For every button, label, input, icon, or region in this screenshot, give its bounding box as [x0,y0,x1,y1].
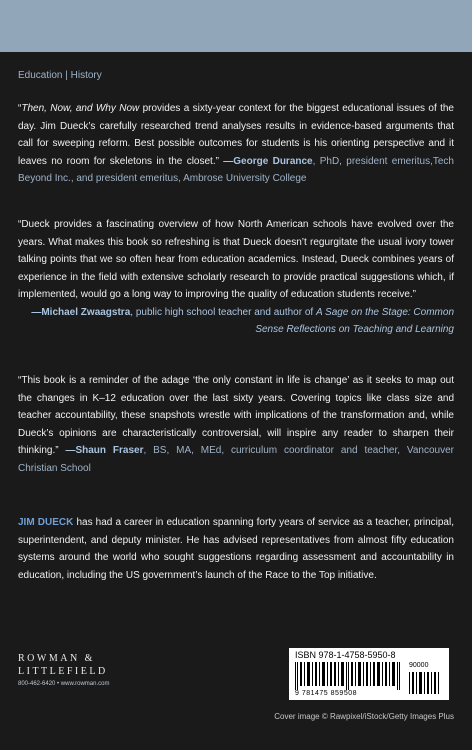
author-name: JIM DUECK [18,517,74,528]
author-bio [18,514,454,584]
endorser-role: , public high school teacher and author of [130,306,316,318]
endorser-name: —George Durance [223,155,313,167]
endorser-name: —Michael Zwaagstra [31,306,131,318]
barcode-digits: 9 781475 859508 [295,690,357,697]
publisher-contact: 800-462-6420 • www.rowman.com [18,681,110,687]
endorsement-quote-1 [18,100,454,188]
endorser-role: , BS, MA, MEd, curriculum coordinator and teacher, Vancouver Christian School [18,445,454,474]
publisher-line-2: LITTLEFIELD [18,666,108,677]
price-code: 90000 [409,662,429,669]
isbn-barcode [289,648,449,700]
cover-image-credit: Cover image © Rawpixel/iStock/Getty Images Plus [274,712,454,721]
endorser-role: , PhD, president emeritus,Tech Beyond Inc., and president emeritus, Ambrose University College [18,155,454,184]
endorsement-quote-2 [18,216,454,339]
endorser-book: A Sage on the Stage: Common Sense Reflections on Teaching and Learning [255,306,454,335]
isbn-number: ISBN 978-1-4758-5950-8 [295,650,396,660]
publisher-logo [18,652,138,687]
endorsement-quote-3 [18,372,454,477]
addon-barcode [409,672,441,694]
publisher-line-1: ROWMAN & [18,653,95,664]
quote-text: “This book is a reminder of the adage ‘the only constant in life is change’ as it seeks to map out the changes in K–12 education over the last sixty years. Covering topics like class size and teacher accountability, these snapshots wrestle with implications of the transformation and, while Dueck’s opinions are characteristically controversial, will inspire any reader to sharpen their thinking.” [18,375,454,456]
book-title: Then, Now, and Why Now [21,103,140,114]
quote-text: “Dueck provides a fascinating overview of how North American schools have evolved over the years. What makes this book so refreshing is that Dueck doesn’t regurgitate the usual ivory tower talking points that we so often hear from education academics. Instead, Dueck combines years of experience in the field with extensive scholarly research to provide practical suggestions which, if implemented, would go a long way to improving the quality of education students receive.” [18,219,454,300]
bio-text: has had a career in education spanning forty years of service as a teacher, principal, superintendent, and deputy minister. He has advised representatives from almost fifty education systems around the world who sought suggestions regarding assessment and accountability in education, including the US government’s launch of the Race to the Top initiative. [18,517,454,581]
category-label: Education | History [18,70,102,81]
ean-barcode [295,662,405,690]
top-color-band [0,0,472,52]
quote-attribution [18,304,454,339]
endorser-name: —Shaun Fraser [65,445,144,456]
quote-text: provides a sixty-year context for the biggest educational issues of the day. Jim Dueck’s carefully researched trend analyses results in evidence-based arguments that call for sweeping reform. Best possible outcomes for students is his orienting perspective and it leaves no room for skeletons in the closet.” [18,103,454,167]
quote-open: “ [18,103,22,114]
